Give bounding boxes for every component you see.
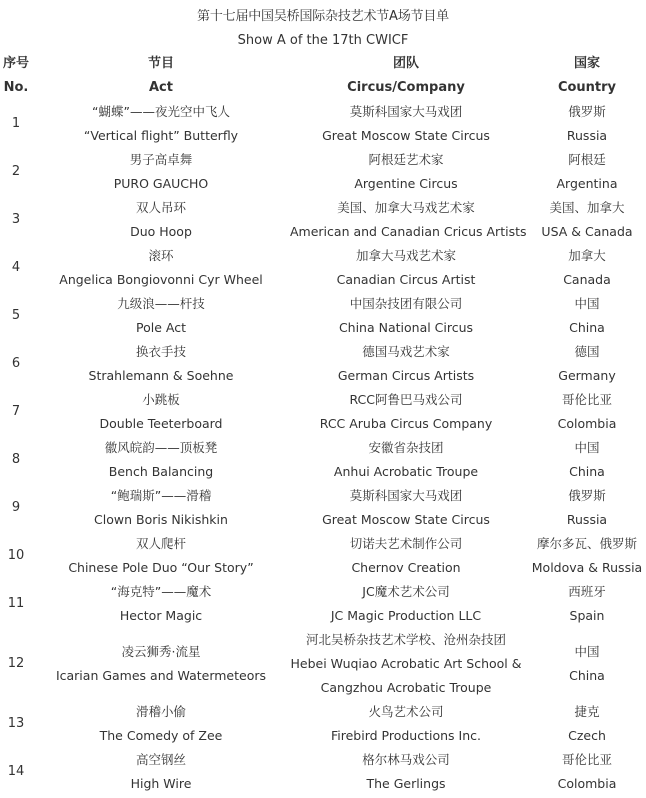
- act-en: Angelica Bongiovonni Cyr Wheel: [59, 272, 263, 287]
- act-en: High Wire: [130, 776, 192, 791]
- row-number: 8: [11, 452, 21, 467]
- country-en: China: [569, 668, 605, 683]
- act-en: Chinese Pole Duo “Our Story”: [68, 560, 254, 575]
- team-zh: JC魔术艺术公司: [362, 584, 450, 599]
- country-en: Germany: [558, 368, 616, 383]
- header-country-zh: 国家: [573, 56, 600, 71]
- title-english: Show A of the 17th CWICF: [237, 33, 409, 48]
- country-zh: 阿根廷: [568, 152, 606, 167]
- country-en: Canada: [563, 272, 611, 287]
- act-en: Bench Balancing: [108, 464, 214, 479]
- team-en-line-2: Cangzhou Acrobatic Troupe: [320, 680, 492, 695]
- header-no-en: No.: [3, 80, 29, 95]
- header-team-en: Circus/Company: [347, 80, 465, 95]
- act-en: Double Teeterboard: [99, 416, 223, 431]
- row-number: 2: [11, 164, 21, 179]
- team-zh: 莫斯科国家大马戏团: [349, 104, 463, 119]
- country-en: China: [569, 464, 605, 479]
- header-no-zh: 序号: [2, 56, 29, 71]
- team-zh: 安徽省杂技团: [368, 440, 444, 455]
- country-en: Moldova & Russia: [531, 560, 643, 575]
- team-zh: 美国、加拿大马戏艺术家: [337, 200, 475, 215]
- team-zh: 切诺夫艺术制作公司: [349, 536, 463, 551]
- country-en: Colombia: [557, 776, 617, 791]
- act-zh: 换衣手技: [135, 344, 186, 359]
- act-zh: 滑稽小偷: [135, 704, 186, 719]
- row-number: 9: [11, 500, 21, 515]
- team-en: German Circus Artists: [337, 368, 475, 383]
- team-en: Argentine Circus: [354, 176, 458, 191]
- title-chinese: 第十七届中国吴桥国际杂技艺术节A场节目单: [197, 9, 449, 24]
- act-zh: 男子高卓舞: [129, 152, 193, 167]
- team-en: American and Canadian Cricus Artists: [290, 224, 527, 239]
- team-zh: 加拿大马戏艺术家: [355, 248, 456, 263]
- team-en: Anhui Acrobatic Troupe: [333, 464, 479, 479]
- country-zh: 加拿大: [568, 248, 606, 263]
- country-zh: 中国: [574, 440, 600, 455]
- country-en: USA & Canada: [541, 224, 633, 239]
- team-en: RCC Aruba Circus Company: [319, 416, 493, 431]
- team-zh: 莫斯科国家大马戏团: [349, 488, 463, 503]
- act-en: “Vertical flight” Butterfly: [83, 128, 239, 143]
- act-zh: “蝴蝶”——夜光空中飞人: [92, 104, 230, 119]
- act-en: PURO GAUCHO: [113, 176, 209, 191]
- country-zh: 捷克: [574, 704, 600, 719]
- header-act-zh: 节目: [147, 56, 174, 71]
- row-number: 11: [7, 596, 25, 611]
- act-zh: 双人吊环: [135, 200, 186, 215]
- act-en: The Comedy of Zee: [99, 728, 223, 743]
- country-zh: 哥伦比亚: [561, 752, 612, 767]
- header-team-zh: 团队: [392, 56, 419, 71]
- country-en: Argentina: [556, 176, 618, 191]
- act-en: Pole Act: [136, 320, 186, 335]
- country-en: Czech: [568, 728, 606, 743]
- team-zh: 德国马戏艺术家: [362, 344, 450, 359]
- country-en: Spain: [569, 608, 605, 623]
- country-zh: 西班牙: [568, 584, 606, 599]
- row-number: 1: [11, 116, 21, 131]
- team-en: Canadian Circus Artist: [336, 272, 476, 287]
- act-en: Hector Magic: [119, 608, 203, 623]
- act-zh: 九级浪——杆技: [117, 296, 205, 311]
- country-en: Colombia: [557, 416, 617, 431]
- act-zh: “海克特”——魔术: [110, 584, 212, 599]
- team-en: Firebird Productions Inc.: [331, 728, 481, 743]
- team-zh: 河北吴桥杂技艺术学校、沧州杂技团: [305, 632, 506, 647]
- act-zh: 双人爬杆: [135, 536, 186, 551]
- country-zh: 摩尔多瓦、俄罗斯: [536, 536, 637, 551]
- row-number: 6: [11, 356, 21, 371]
- act-zh: “鲍瑞斯”——滑稽: [110, 488, 212, 503]
- country-en: China: [569, 320, 605, 335]
- country-en: Russia: [566, 512, 608, 527]
- team-zh: 阿根廷艺术家: [368, 152, 444, 167]
- country-zh: 哥伦比亚: [561, 392, 612, 407]
- country-zh: 俄罗斯: [568, 488, 606, 503]
- team-en: Chernov Creation: [351, 560, 461, 575]
- act-zh: 滚环: [148, 248, 174, 263]
- act-zh: 徽风皖韵——顶板凳: [104, 440, 218, 455]
- row-number: 7: [11, 404, 21, 419]
- header-act-en: Act: [149, 80, 173, 95]
- country-zh: 俄罗斯: [568, 104, 606, 119]
- act-en: Duo Hoop: [130, 224, 192, 239]
- country-zh: 美国、加拿大: [549, 200, 625, 215]
- row-number: 13: [7, 716, 25, 731]
- country-en: Russia: [566, 128, 608, 143]
- act-en: Strahlemann & Soehne: [88, 368, 234, 383]
- act-zh: 高空钢丝: [135, 752, 186, 767]
- team-en: The Gerlings: [366, 776, 446, 791]
- row-number: 3: [11, 212, 21, 227]
- act-zh: 小跳板: [142, 392, 180, 407]
- row-number: 10: [7, 548, 25, 563]
- team-zh: RCC阿鲁巴马戏公司: [349, 392, 463, 407]
- country-zh: 德国: [574, 344, 600, 359]
- row-number: 12: [7, 656, 25, 671]
- team-zh: 格尔林马戏公司: [362, 752, 450, 767]
- row-number: 14: [7, 764, 25, 779]
- team-zh: 火鸟艺术公司: [368, 704, 444, 719]
- team-en: JC Magic Production LLC: [330, 608, 482, 623]
- team-en: Great Moscow State Circus: [322, 512, 490, 527]
- act-en: Clown Boris Nikishkin: [94, 512, 228, 527]
- team-en: Great Moscow State Circus: [322, 128, 490, 143]
- act-en: Icarian Games and Watermeteors: [55, 668, 267, 683]
- row-number: 5: [11, 308, 21, 323]
- act-zh: 凌云狮秀·流星: [121, 644, 201, 659]
- team-zh: 中国杂技团有限公司: [349, 296, 463, 311]
- row-number: 4: [11, 260, 21, 275]
- team-en: China National Circus: [338, 320, 474, 335]
- country-zh: 中国: [574, 296, 600, 311]
- country-zh: 中国: [574, 644, 600, 659]
- team-en-line-1: Hebei Wuqiao Acrobatic Art School &: [290, 656, 522, 671]
- header-country-en: Country: [557, 80, 617, 95]
